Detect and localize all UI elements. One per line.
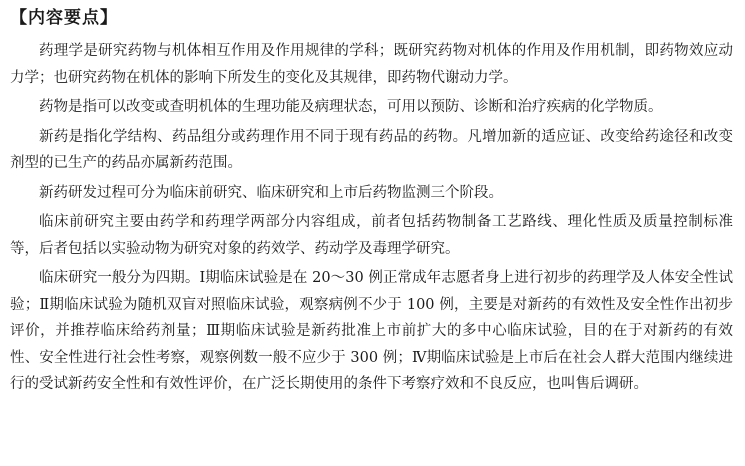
- paragraph-development-stages: 新药研发过程可分为临床前研究、临床研究和上市后药物监测三个阶段。: [39, 184, 503, 201]
- paragraph-new-drug-definition: 新药是指化学结构、药品组分或药理作用不同于现有药品的药物。凡增加新的适应证、改变给药途径和改变剂型的已生产的药品亦属新药范围。: [10, 128, 733, 171]
- paragraph-preclinical-research: 临床前研究主要由药学和药理学两部分内容组成，前者包括药物制备工艺路线、理化性质及质量控制标准等，后者包括以实验动物为研究对象的药效学、药动学及毒理学研究。: [10, 214, 733, 257]
- paragraph-clinical-research: 临床研究一般分为四期。Ⅰ期临床试验是在 20～30 例正常成年志愿者身上进行初步的药理学及人体安全性试验；Ⅱ期临床试验为随机双盲对照临床试验，观察病例不少于 100 例，主要是对新药的有效性及安全性作出初步评价，并推荐临床给药剂量；Ⅲ期临床试验是新药批准上市前扩大的多中心临床试验，目的在于对新药的有效性、安全性进行社会性考察，观察例数一般不应少于 300 例；Ⅳ期临床试验是上市后在社会人群大范围内继续进行的受试新药安全性和有效性评价，在广泛长期使用的条件下考察疗效和不良反应，也叫售后调研。: [10, 270, 733, 392]
- paragraph-pharmacology-definition: 药理学是研究药物与机体相互作用及作用规律的学科；既研究药物对机体的作用及作用机制，即药物效应动力学；也研究药物在机体的影响下所发生的变化及其规律，即药物代谢动力学。: [10, 43, 733, 86]
- section-heading: 【内容要点】: [10, 8, 118, 28]
- paragraph-drug-definition: 药物是指可以改变或查明机体的生理功能及病理状态，可用以预防、诊断和治疗疾病的化学物质。: [39, 99, 663, 115]
